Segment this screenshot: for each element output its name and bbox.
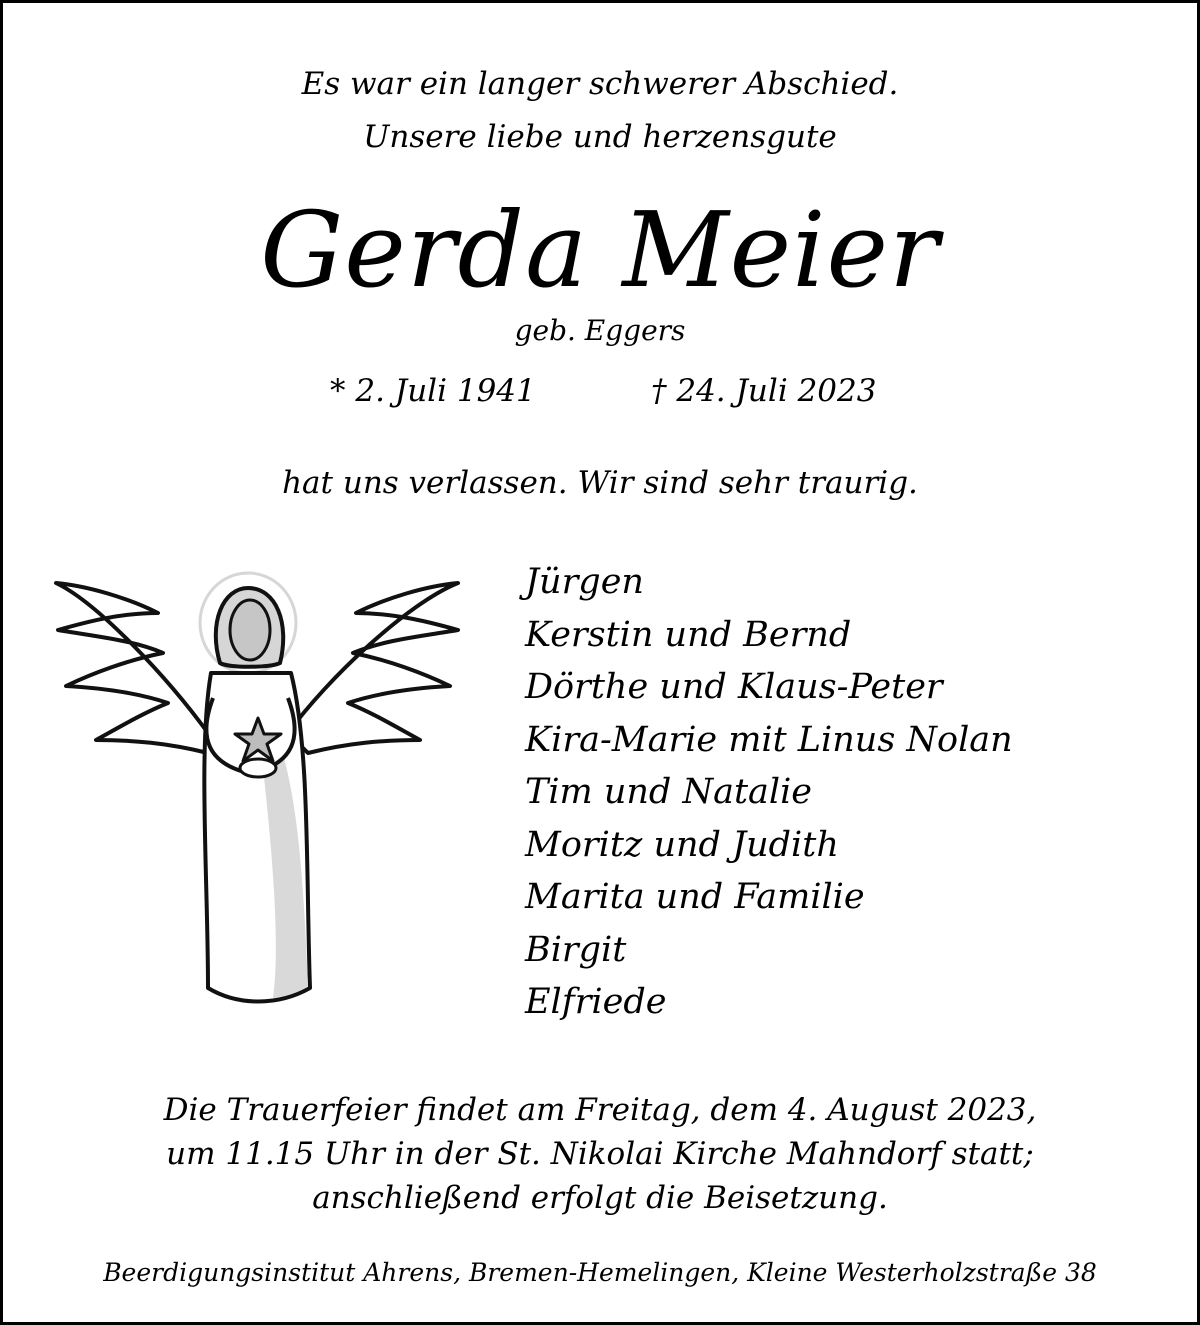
ceremony-line-2: um 11.15 Uhr in der St. Nikolai Kirche Mahndorf statt; bbox=[166, 1136, 1034, 1172]
mourner-item: Moritz und Judith bbox=[525, 824, 839, 865]
angel-with-star-icon bbox=[48, 568, 468, 1008]
ceremony-info bbox=[3, 1088, 1197, 1220]
birth-date: * 2. Juli 1941 bbox=[330, 373, 536, 409]
statement-text: hat uns verlassen. Wir sind sehr traurig. bbox=[282, 465, 918, 501]
intro-line-2: Unsere liebe und herzensgute bbox=[363, 119, 837, 155]
mourner-item: Dörthe und Klaus-Peter bbox=[525, 667, 943, 707]
death-date: † 24. Juli 2023 bbox=[651, 373, 877, 409]
funeral-home-footer: Beerdigungsinstitut Ahrens, Bremen-Hemelingen, Kleine Westerholzstraße 38 bbox=[103, 1258, 1097, 1287]
mourner-item: Kira-Marie mit Linus Nolan bbox=[525, 719, 1013, 760]
mourner-item: Elfriede bbox=[525, 982, 667, 1022]
ceremony-line-3: anschließend erfolgt die Beisetzung. bbox=[312, 1180, 888, 1216]
mourner-item: Marita und Familie bbox=[525, 877, 865, 917]
maiden-name: geb. Eggers bbox=[514, 314, 686, 347]
mourners-list bbox=[525, 556, 1013, 1029]
ceremony-line-1: Die Trauerfeier findet am Freitag, dem 4. August 2023, bbox=[163, 1092, 1037, 1128]
mourner-item: Kerstin und Bernd bbox=[525, 614, 852, 655]
mourner-item: Tim und Natalie bbox=[525, 772, 812, 812]
intro-text bbox=[3, 58, 1197, 164]
mourner-item: Birgit bbox=[525, 929, 627, 970]
mourner-item: Jürgen bbox=[525, 562, 644, 602]
deceased-name: Gerda Meier bbox=[260, 189, 940, 311]
intro-line-1: Es war ein langer schwerer Abschied. bbox=[301, 66, 899, 102]
